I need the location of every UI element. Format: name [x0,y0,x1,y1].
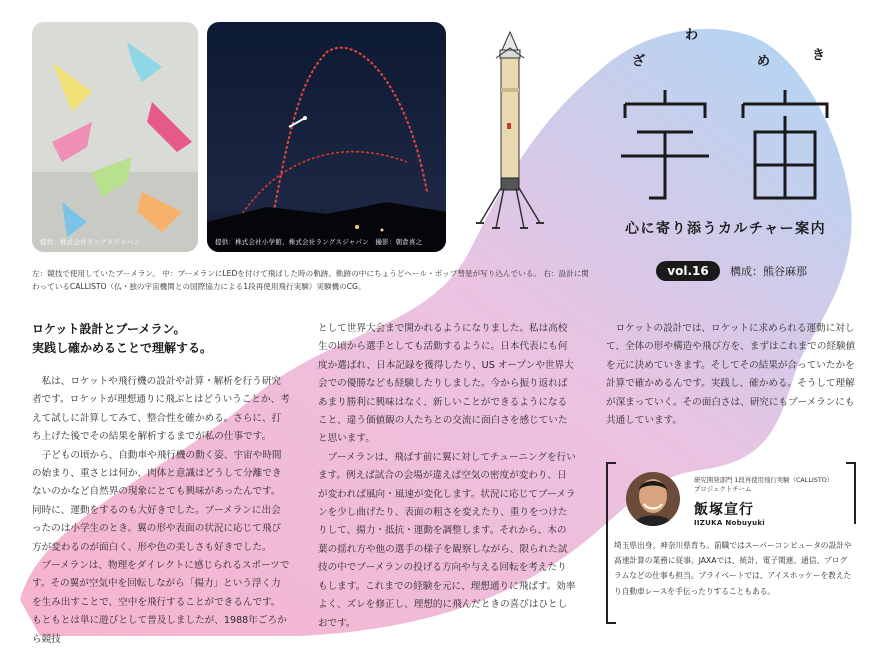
paragraph: 私は、ロケットや飛行機の設計や計算・解析を行う研究者です。ロケットが理想通りに飛ぶとはどういうことか、考えて試しに計算してみて、整合性を確かめる。さらに、打ち上げた後でその結果を解析するまでが私の仕事です。 [32,376,290,443]
profile-name: 飯塚宣行 [694,502,754,518]
article-heading-line-1: ロケット設計とブーメラン。 [32,322,186,336]
title-char-chu [615,86,616,87]
profile-department-line-2: プロジェクトチーム [694,485,752,493]
photo-credit-night: 提供：株式会社小学館、株式会社ラングスジャパン 撮影：朝倉喜之 [215,238,423,246]
rocket-illustration [470,28,550,238]
article-heading [32,320,290,358]
page-title [615,86,855,208]
paragraph: ブーメランは、物理をダイレクトに感じられるスポーツです。その翼が空気中を回転しながら「揚力」という浮く力を生み出すことで、空中を飛行することができるんです。もともとは単に遊びとして普及しましたが、1988年ごろから競技 [32,560,290,645]
paragraph: として世界大会まで開かれるようになりました。私は高校生の頃から選手としても活動するように。日本代表にも何度か選ばれ、日本記録を獲得したり、US オープンや世界大会での優勝なども経験したりしました。今から振り返ればあまり勝利に興味はなく、新しいことができるようになること、違う価値観の人たちとの交流に面白さを感じていたと思います。 [318,323,574,445]
profile-name-roman: IIZUKA Nobuyuki [694,519,766,527]
title-kana-4: き [812,48,826,63]
photo-boomerangs [32,22,198,252]
volume-badge: vol.16 [656,261,720,281]
profile-bracket-right [846,462,856,524]
photo-night-trail [207,22,446,252]
title-kana-3: め [757,54,771,69]
page-subtitle: 心に寄り添うカルチャー案内 [625,221,827,237]
photo-credit-boomerangs: 提供：株式会社ラングスジャパン [40,238,141,246]
article-column-1 [32,320,290,649]
article-column-2 [318,320,576,633]
author-profile [606,462,856,627]
title-kana-1: ざ [632,54,646,69]
paragraph: ブーメランは、飛ばす前に翼に対してチューニングを行います。例えば試合の会場が違えば空気の密度が変わり、日が変われば風向・風速が変化します。状況に応じてブーメランを少し曲げたり、表面の粗さを変えたり、重りをつけたりして、揚力・抵抗・運動を調整します。それから、木の葉の揺れ方や他の選手の様子を観察しながら、限られた試技の中でブーメランの投げる方向や与える回転を考えたりもします。これまでの経験を元に、理想通りに飛ばす。効率よく、ズレを修正し、理想的に飛んだときの喜びはひとしおです。 [318,451,576,629]
article-column-3 [606,320,862,430]
profile-department-line-1: 研究開発部門 1段再使用飛行実験（CALLISTO） [694,476,834,484]
photo-caption: 左：競技で使用していたブーメラン。 中：ブーメランにLEDを付けて飛ばした時の軌跡。軌跡の中にちょうどヘール・ボップ彗星が写り込んでいる。 右：設計に関わっているCALLISTO（仏・独の宇宙機関との国際協力による1段再使用飛行実験）実験機のCG。 [32,269,589,291]
paragraph: 子どもの頃から、自動車や飛行機の動く姿、宇宙や時間の始まり、重さとは何か、肉体と意識はどうして分離できないのかなど自然界の現象にとても興味があったんです。同時に、運動をするのも大好きでした。ブーメランに出会ったのは小学生のとき。翼の形や表面の状況に応じて飛び方が変わるのが面白く、形や色の美しさも好きでした。 [32,449,282,553]
editor-credit: 構成：熊谷麻那 [730,265,807,278]
avatar [626,472,680,526]
title-logotype [615,86,855,204]
title-kana-2: わ [685,28,699,43]
profile-bio: 埼玉県出身、神奈川県育ち。前職ではスーパーコンピュータの設計や高速計算の業務に従事。JAXAでは、統計、電子関連、通信、プログラムなどの仕事も担当。プライベートでは、アイスホッケーを教えたり自動車レースを手伝ったりすることもある。 [614,541,852,596]
profile-department [694,476,833,494]
article-heading-line-2: 実践し確かめることで理解する。 [32,341,213,355]
paragraph: ロケットの設計では、ロケットに求められる運動に対して、全体の形や構造や飛び方を、まずはこれまでの経験値を元に決めていきます。そしてその結果が合っていたかを計算で確かめるんです。実践し、確かめる。そうして理解が深まっていく。その面白さは、研究にもブーメランにも共通しています。 [606,323,856,427]
